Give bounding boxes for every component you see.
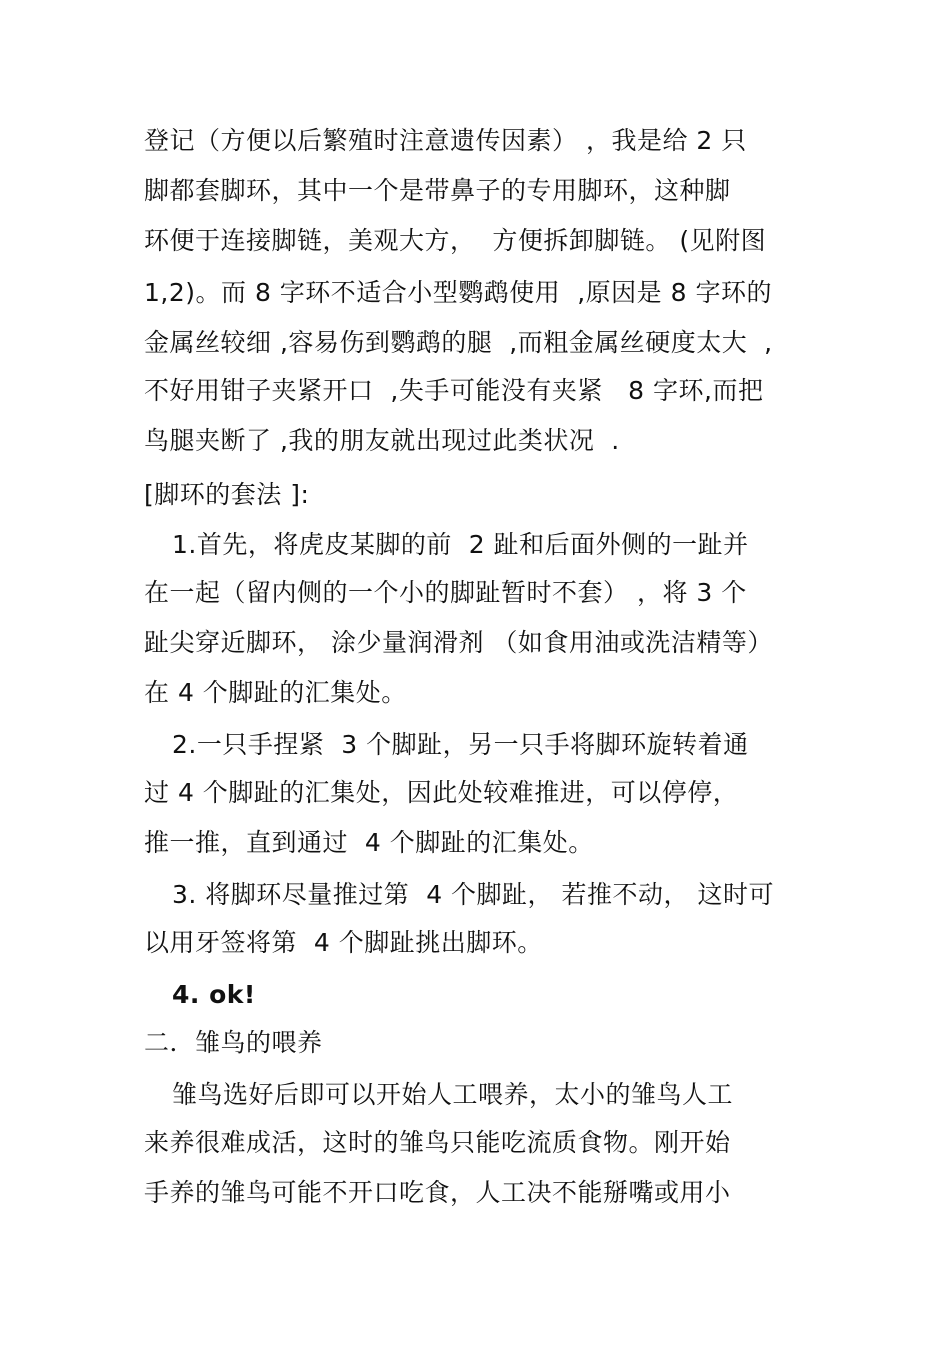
text-line: 在一起（留内侧的一个小的脚趾暂时不套） ，将 3 个: [144, 578, 747, 607]
text-line: 鸟腿夹断了 ,我的朋友就出现过此类状况 .: [144, 426, 620, 455]
text-line: 环便于连接脚链，美观大方， 方便拆卸脚链。 (见附图: [144, 226, 767, 255]
section-heading: 二．雏鸟的喂养: [144, 1028, 323, 1057]
step-4-line: 4. ok!: [172, 980, 256, 1009]
text-line: 脚都套脚环，其中一个是带鼻子的专用脚环，这种脚: [144, 176, 731, 205]
step-3-line: 3. 将脚环尽量推过第 4 个脚趾， 若推不动， 这时可: [172, 880, 774, 909]
text-line: 金属丝较细 ,容易伤到鹦鹉的腿 ,而粗金属丝硬度太大 ,: [144, 328, 773, 357]
text-line: 过 4 个脚趾的汇集处，因此处较难推进，可以停停，: [144, 778, 739, 807]
text-line: 以用牙签将第 4 个脚趾挑出脚环。: [144, 928, 543, 957]
text-line: 1,2)。而 8 字环不适合小型鹦鹉使用 ,原因是 8 字环的: [144, 278, 772, 307]
text-line: 不好用钳子夹紧开口 ,失手可能没有夹紧 8 字环,而把: [144, 376, 764, 405]
step-1-line: 1.首先，将虎皮某脚的前 2 趾和后面外侧的一趾并: [172, 530, 749, 559]
paragraph-line: 雏鸟选好后即可以开始人工喂养，太小的雏鸟人工: [172, 1080, 734, 1109]
section-heading: [脚环的套法 ]:: [144, 480, 310, 509]
step-2-line: 2.一只手捏紧 3 个脚趾，另一只手将脚环旋转着通: [172, 730, 749, 759]
text-line: 登记（方便以后繁殖时注意遗传因素） ，我是给 2 只: [144, 126, 747, 155]
text-line: 来养很难成活，这时的雏鸟只能吃流质食物。刚开始: [144, 1128, 731, 1157]
text-line: 在 4 个脚趾的汇集处。: [144, 678, 407, 707]
text-line: 推一推，直到通过 4 个脚趾的汇集处。: [144, 828, 594, 857]
text-line: 趾尖穿近脚环， 涂少量润滑剂 （如食用油或洗洁精等）: [144, 628, 773, 657]
text-line: 手养的雏鸟可能不开口吃食，人工决不能掰嘴或用小: [144, 1178, 731, 1207]
